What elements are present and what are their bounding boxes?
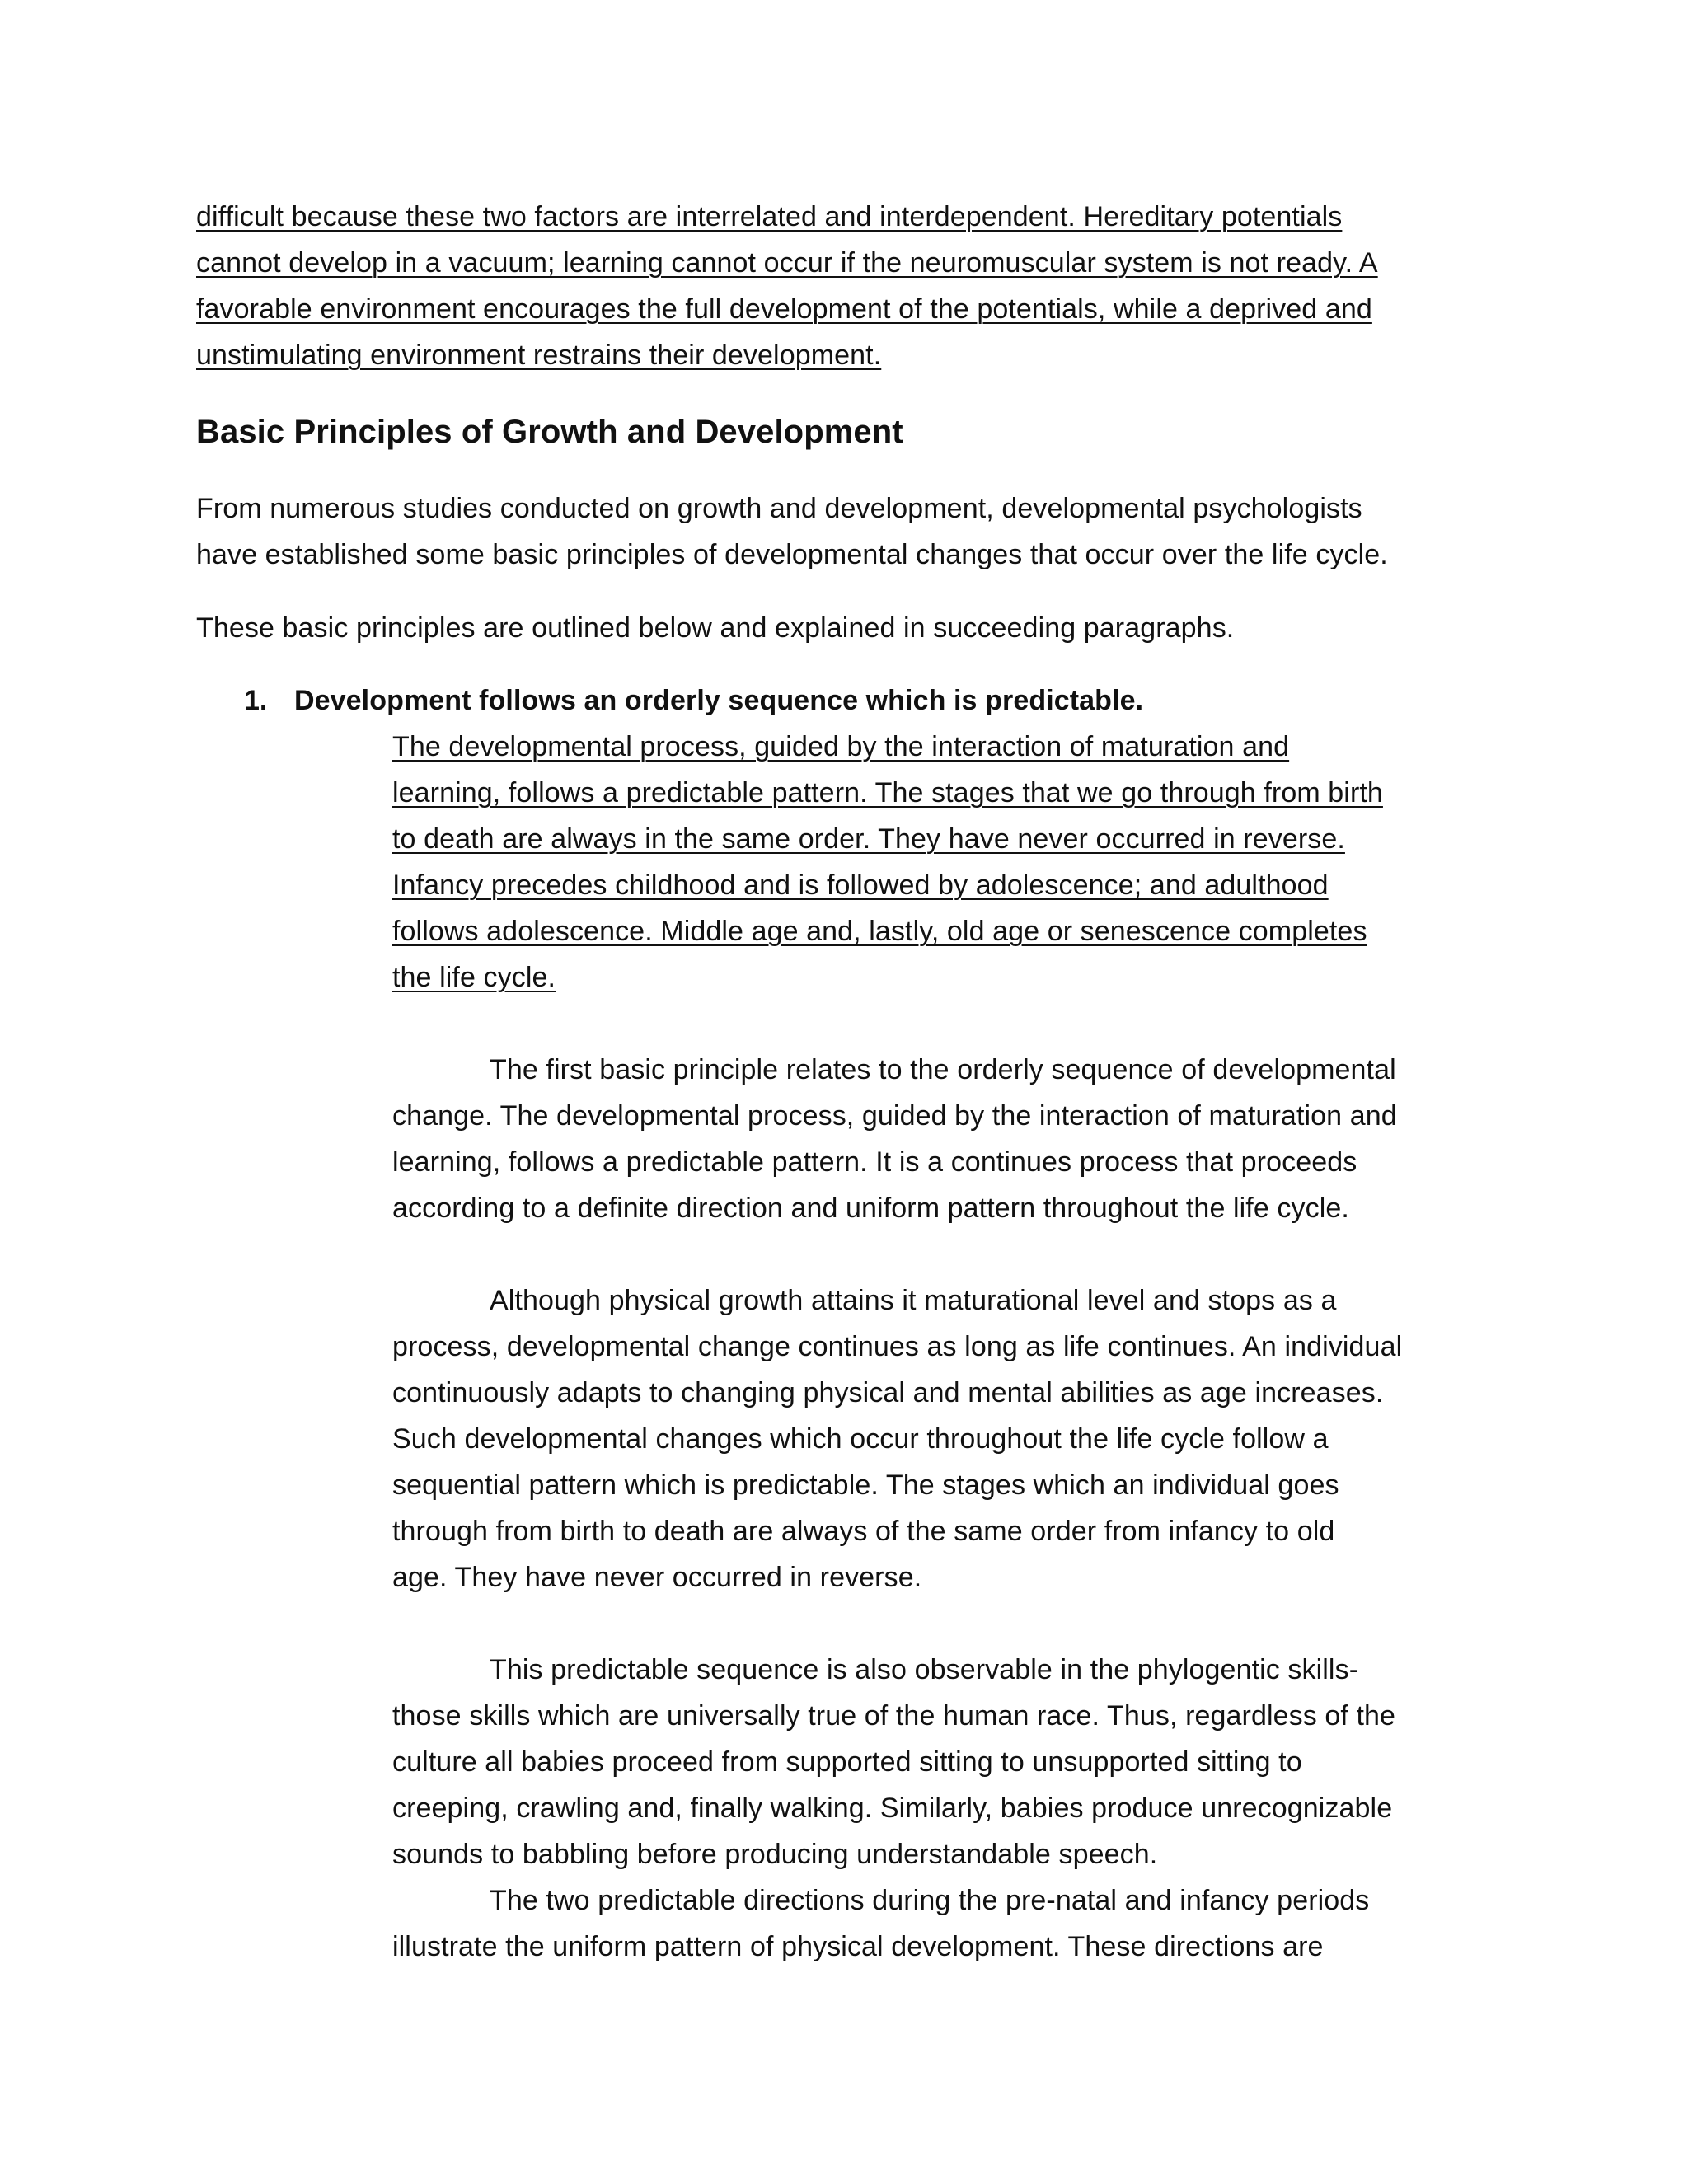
explanation2-line-1: Although physical growth attains it maturational level and stops as a: [490, 1285, 1337, 1316]
explanation2-line-7: age. They have never occurred in reverse.: [392, 1562, 922, 1593]
para1-line-2: have established some basic principles of developmental changes that occur over the life cycle.: [196, 539, 1388, 570]
summary-line-3: to death are always in the same order. They have never occurred in reverse.: [392, 823, 1345, 855]
para2: These basic principles are outlined below and explained in succeeding paragraphs.: [196, 612, 1235, 644]
explanation1-line-2: change. The developmental process, guided by the interaction of maturation and: [392, 1100, 1397, 1132]
explanation2-line-6: through from birth to death are always of the same order from infancy to old: [392, 1516, 1335, 1547]
principle-title: Development follows an orderly sequence which is predictable.: [294, 685, 1144, 716]
section-heading: Basic Principles of Growth and Development: [196, 414, 903, 450]
principle-number: 1.: [244, 685, 268, 716]
explanation3-line-2: those skills which are universally true of the human race. Thus, regardless of the: [392, 1700, 1396, 1732]
explanation2-line-5: sequential pattern which is predictable. The stages which an individual goes: [392, 1469, 1339, 1501]
intro-line-4: unstimulating environment restrains their development.: [196, 340, 882, 371]
explanation4-line-2: illustrate the uniform pattern of physical development. These directions are: [392, 1931, 1324, 1962]
para1-line-1: From numerous studies conducted on growth and development, developmental psychologists: [196, 493, 1362, 524]
summary-line-6: the life cycle.: [392, 962, 556, 993]
intro-line-3: favorable environment encourages the full development of the potentials, while a deprived and: [196, 293, 1372, 325]
intro-line-1: difficult because these two factors are interrelated and interdependent. Hereditary potentials: [196, 201, 1343, 232]
explanation1-line-4: according to a definite direction and uniform pattern throughout the life cycle.: [392, 1193, 1349, 1224]
explanation3-line-4: creeping, crawling and, finally walking. Similarly, babies produce unrecognizable: [392, 1793, 1393, 1824]
explanation1-line-3: learning, follows a predictable pattern. It is a continues process that proceeds: [392, 1146, 1357, 1178]
explanation3-line-5: sounds to babbling before producing understandable speech.: [392, 1839, 1158, 1870]
summary-line-4: Infancy precedes childhood and is followed by adolescence; and adulthood: [392, 869, 1329, 901]
explanation2-line-3: continuously adapts to changing physical and mental abilities as age increases.: [392, 1377, 1384, 1408]
explanation2-line-4: Such developmental changes which occur throughout the life cycle follow a: [392, 1423, 1329, 1455]
summary-line-2: learning, follows a predictable pattern. The stages that we go through from birth: [392, 777, 1383, 808]
summary-line-1: The developmental process, guided by the interaction of maturation and: [392, 731, 1290, 762]
summary-line-5: follows adolescence. Middle age and, lastly, old age or senescence completes: [392, 916, 1367, 947]
explanation3-line-3: culture all babies proceed from supported sitting to unsupported sitting to: [392, 1746, 1302, 1778]
explanation1-line-1: The first basic principle relates to the orderly sequence of developmental: [490, 1054, 1396, 1085]
explanation4-line-1: The two predictable directions during the pre-natal and infancy periods: [490, 1885, 1370, 1916]
explanation2-line-2: process, developmental change continues as long as life continues. An individual: [392, 1331, 1403, 1362]
intro-line-2: cannot develop in a vacuum; learning cannot occur if the neuromuscular system is not ready. A: [196, 247, 1378, 279]
explanation3-line-1: This predictable sequence is also observable in the phylogentic skills-: [490, 1654, 1359, 1685]
